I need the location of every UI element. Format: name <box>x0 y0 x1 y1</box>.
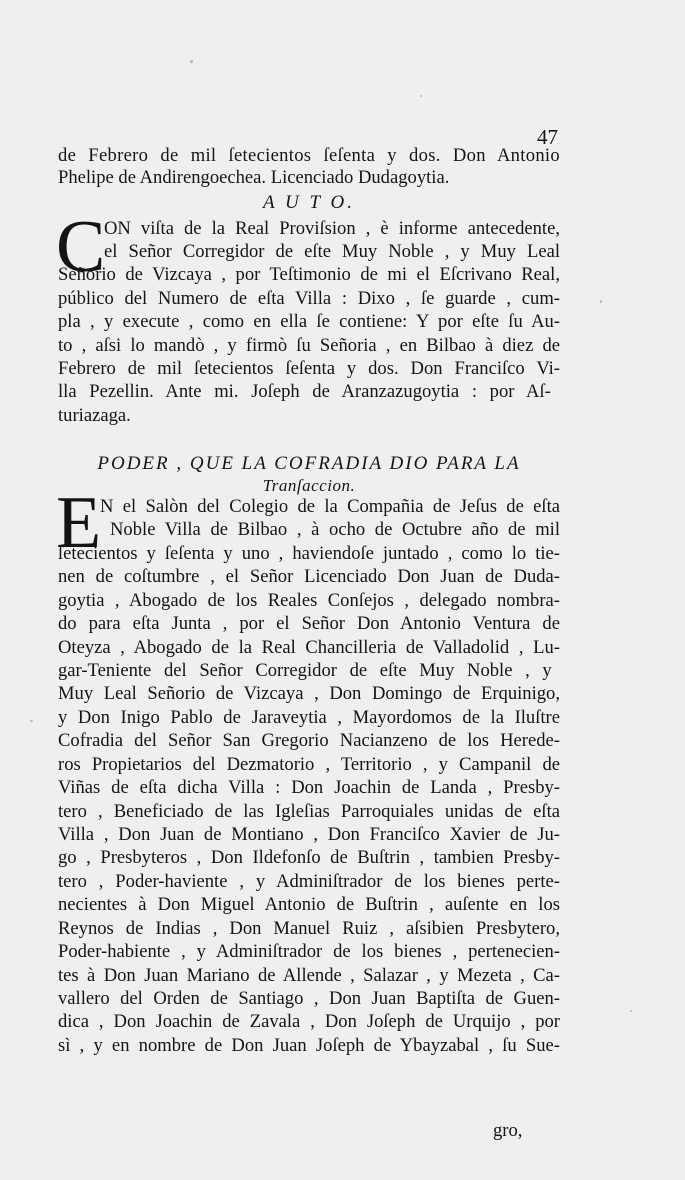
drop-cap-c: C <box>56 206 106 288</box>
text-line: Poder-habiente , y Adminiſtrador de los bienes , pertenecien- <box>58 941 560 962</box>
paper-speck <box>420 95 422 97</box>
text-line: nen de coſtumbre , el Señor Licenciado Don Juan de Duda- <box>58 566 560 587</box>
catchword: gro, <box>493 1120 523 1141</box>
paper-speck <box>630 1010 632 1012</box>
drop-cap-e: E <box>56 482 102 564</box>
text-line: N el Salòn del Colegio de la Compañia de Jeſus de eſta <box>100 496 560 517</box>
section-heading-auto: A U T O. <box>263 192 355 213</box>
text-line: Muy Leal Señorio de Vizcaya , Don Domingo de Erquinigo, <box>58 683 560 704</box>
text-line: Noble Villa de Bilbao , à ocho de Octubre año de mil <box>110 519 560 540</box>
text-line: tes à Don Juan Mariano de Allende , Salazar , y Mezeta , Ca- <box>58 965 560 986</box>
paper-speck <box>600 300 602 303</box>
text-line: Señorio de Vizcaya , por Teſtimonio de mi el Eſcrivano Real, <box>58 264 560 285</box>
text-line: Febrero de mil ſetecientos ſeſenta y dos. Don Franciſco Vi- <box>58 358 560 379</box>
text-line: Reynos de Indias , Don Manuel Ruiz , aſsibien Presbytero, <box>58 918 560 939</box>
text-line: do para eſta Junta , por el Señor Don Antonio Ventura de <box>58 613 560 634</box>
text-line: goytia , Abogado de los Reales Conſejos , delegado nombra- <box>58 590 560 611</box>
text-line: gar-Teniente del Señor Corregidor de eſte Muy Noble , y <box>58 660 552 681</box>
text-line: ON viſta de la Real Proviſsion , è informe antecedente, <box>104 218 560 239</box>
text-line: Phelipe de Andirengoechea. Licenciado Dudagoytia. <box>58 167 450 188</box>
section-subheading-poder: Tranſaccion. <box>262 476 356 495</box>
text-line: Cofradia del Señor San Gregorio Nacianzeno de los Herede- <box>58 730 560 751</box>
text-line: ſetecientos y ſeſenta y uno , haviendoſe juntado , como lo tie- <box>58 543 560 564</box>
text-line: necientes à Don Miguel Antonio de Buſtrin , auſente en los <box>58 894 560 915</box>
text-line: sì , y en nombre de Don Juan Joſeph de Ybayzabal , ſu Sue- <box>58 1035 560 1056</box>
text-line: tero , Beneficiado de las Igleſias Parroquiales unidas de eſta <box>58 801 560 822</box>
text-line: tero , Poder-haviente , y Adminiſtrador de los bienes perte- <box>58 871 560 892</box>
text-line: de Febrero de mil ſetecientos ſeſenta y dos. Don Antonio <box>58 145 560 166</box>
section-heading-poder: PODER , QUE LA COFRADIA DIO PARA LA <box>97 453 521 474</box>
text-line: Oteyza , Abogado de la Real Chancilleria de Valladolid , Lu- <box>58 637 560 658</box>
text-line: dica , Don Joachin de Zavala , Don Joſeph de Urquijo , por <box>58 1011 560 1032</box>
text-line: pla , y execute , como en ella ſe contiene: Y por eſte ſu Au- <box>58 311 560 332</box>
text-line: y Don Inigo Pablo de Jaraveytia , Mayordomos de la Iluſtre <box>58 707 560 728</box>
text-line: vallero del Orden de Santiago , Don Juan Baptiſta de Guen- <box>58 988 560 1009</box>
paper-speck <box>190 60 193 63</box>
text-line: to , aſsi lo mandò , y firmò ſu Señoria , en Bilbao à diez de <box>58 335 560 356</box>
text-line: turiazaga. <box>58 405 131 426</box>
paper-speck <box>30 720 33 722</box>
text-line: go , Presbyteros , Don Ildefonſo de Buſtrin , tambien Presby- <box>58 847 560 868</box>
text-line: Villa , Don Juan de Montiano , Don Franciſco Xavier de Ju- <box>58 824 560 845</box>
text-line: ros Propietarios del Dezmatorio , Territorio , y Campanil de <box>58 754 560 775</box>
text-line: el Señor Corregidor de eſte Muy Noble , y Muy Leal <box>104 241 560 262</box>
text-line: Viñas de eſta dicha Villa : Don Joachin de Landa , Presby- <box>58 777 560 798</box>
text-line: lla Pezellin. Ante mi. Joſeph de Aranzazugoytia : por Aſ- <box>58 381 551 402</box>
page-number: 47 <box>537 125 558 149</box>
text-line: público del Numero de eſta Villa : Dixo , ſe guarde , cum- <box>58 288 560 309</box>
